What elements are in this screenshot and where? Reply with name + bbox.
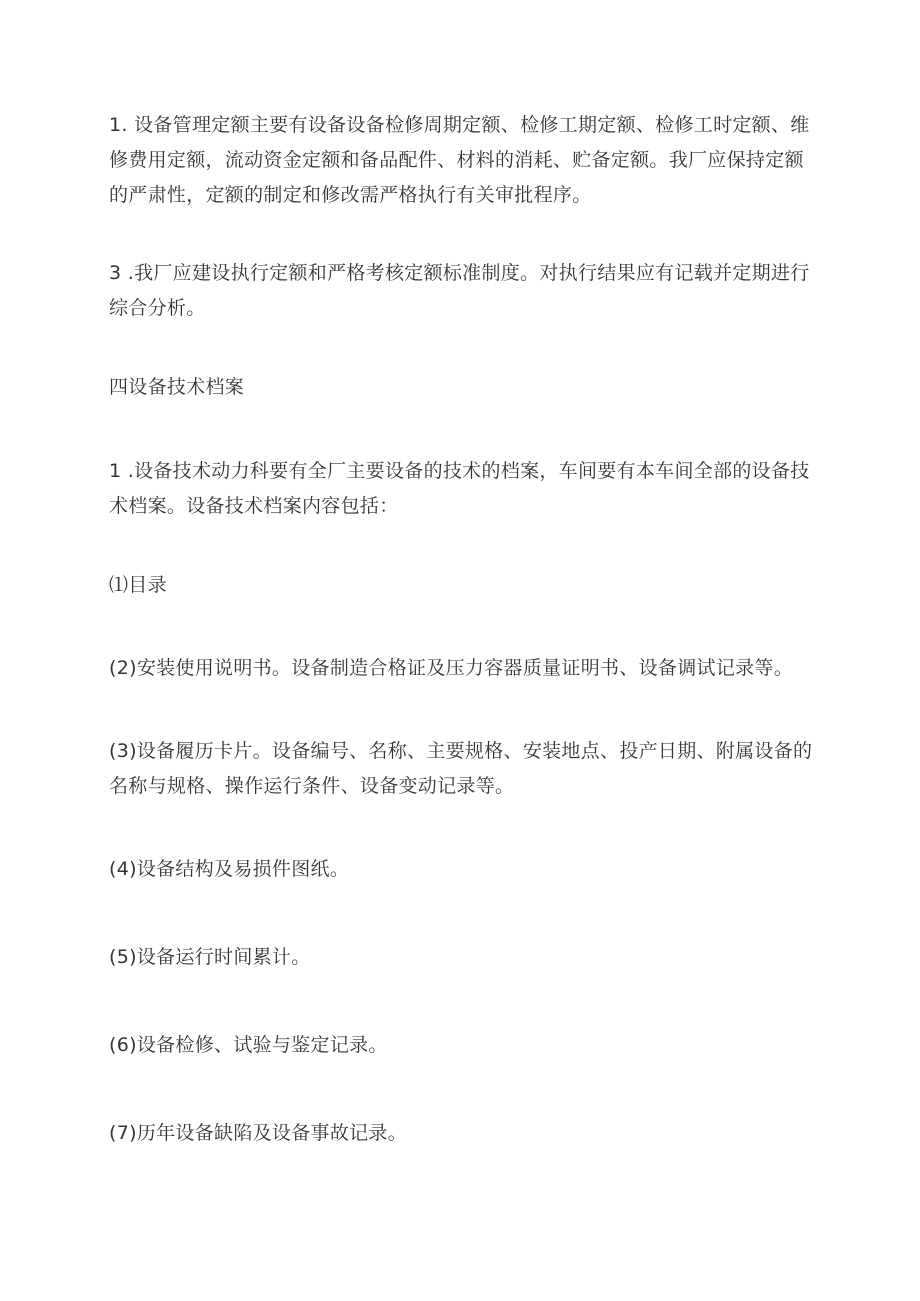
paragraph-archive-requirements: 1 .设备技术动力科要有全厂主要设备的技术的档案，车间要有本车间全部的设备技术档案。设备技术档案内容包括： [109,460,810,517]
list-item-drawings: (4)设备结构及易损件图纸。 [109,858,350,880]
list-item-runtime: (5)设备运行时间累计。 [109,946,311,968]
list-item-manual: (2)安装使用说明书。设备制造合格证及压力容器质量证明书、设备调试记录等。 [109,657,794,679]
paragraph-quota-system: 3 .我厂应建设执行定额和严格考核定额标准制度。对执行结果应有记载并定期进行综合分析。 [109,262,810,319]
list-item-maintenance-records: (6)设备检修、试验与鉴定记录。 [109,1034,388,1056]
paragraph-quota-types: 1. 设备管理定额主要有设备设备检修周期定额、检修工期定额、检修工时定额、维修费用定额，流动资金定额和备品配件、材料的消耗、贮备定额。我厂应保持定额的严肃性，定额的制定和修改需严格执行有关审批程序。 [109,114,810,206]
list-item-defect-records: (7)历年设备缺陷及设备事故记录。 [109,1122,408,1144]
list-item-history-card: (3)设备履历卡片。设备编号、名称、主要规格、安装地点、投产日期、附属设备的名称与规格、操作运行条件、设备变动记录等。 [109,740,813,797]
list-item-catalog: ⑴目录 [109,574,167,596]
section-heading-technical-archives: 四设备技术档案 [109,376,245,398]
